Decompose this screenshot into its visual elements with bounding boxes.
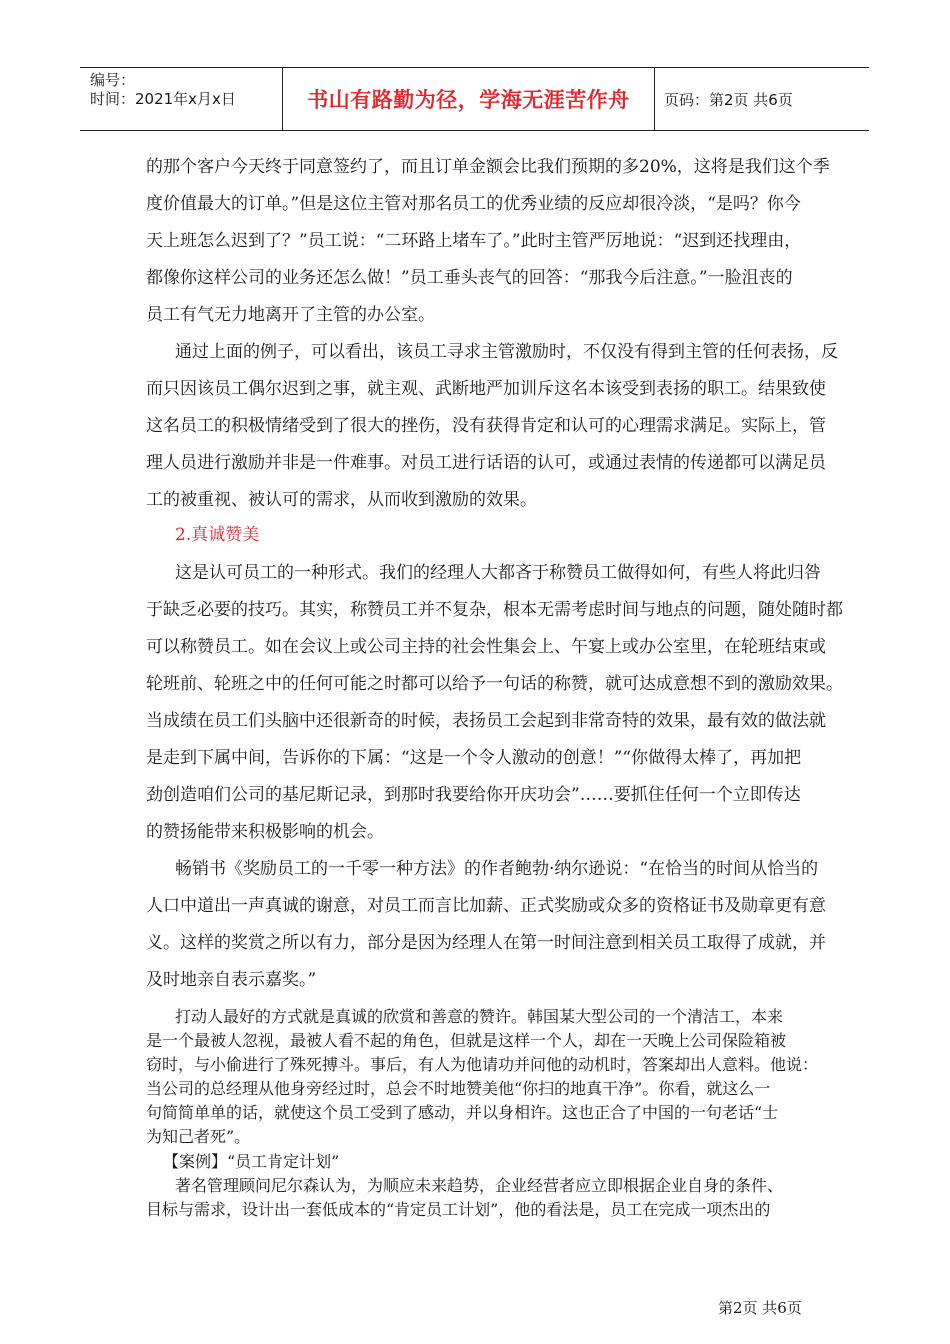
- text-line: 都像你这样公司的业务还怎么做！”员工垂头丧气的回答：“那我今后注意。”一脸沮丧的: [146, 268, 793, 288]
- text-line: 这名员工的积极情绪受到了很大的挫伤，没有获得肯定和认可的心理需求满足。实际上，管: [146, 416, 826, 436]
- text-line: 这是认可员工的一种形式。我们的经理人大都吝于称赞员工做得如何，有些人将此归咎: [175, 563, 821, 583]
- text-line: 的赞扬能带来积极影响的机会。: [146, 822, 384, 842]
- text-line: 句简简单单的话，就使这个员工受到了感动，并以身相许。这也正合了中国的一句老话“士: [146, 1103, 779, 1122]
- case-title: 【案例】“员工肯定计划”: [163, 1152, 340, 1171]
- text-line: 于缺乏必要的技巧。其实，称赞员工并不复杂，根本无需考虑时间与地点的问题，随处随时都: [146, 600, 843, 620]
- text-line: 当成绩在员工们头脑中还很新奇的时候，表扬员工会起到非常奇特的效果，最有效的做法就: [146, 711, 826, 731]
- text-line: 可以称赞员工。如在会议上或公司主持的社会性集会上、午宴上或办公室里，在轮班结束或: [146, 637, 826, 657]
- text-line: 劲创造咱们公司的基尼斯记录，到那时我要给你开庆功会”……要抓住任何一个立即传达: [146, 785, 801, 805]
- doc-number-label: 编号：: [90, 71, 136, 89]
- text-line: 通过上面的例子，可以看出，该员工寻求主管激励时，不仅没有得到主管的任何表扬，反: [175, 342, 838, 362]
- text-line: 工的被重视、被认可的需求，从而收到激励的效果。: [146, 490, 537, 510]
- text-line: 畅销书《奖励员工的一千零一种方法》的作者鲍勃·纳尔逊说：“在恰当的时间从恰当的: [175, 859, 819, 879]
- text-line: 员工有气无力地离开了主管的办公室。: [146, 305, 435, 325]
- text-line: 理人员进行激励并非是一件难事。对员工进行话语的认可，或通过表情的传递都可以满足员: [146, 453, 826, 473]
- header-page-number: 页码：第2页 共6页: [664, 90, 793, 109]
- text-line: 而只因该员工偶尔迟到之事，就主观、武断地严加训斥这名本该受到表扬的职工。结果致使: [146, 379, 826, 399]
- page-footer: 第2页 共6页: [718, 1299, 802, 1317]
- header-motto: 书山有路勤为径，学海无涯苦作舟: [282, 68, 655, 130]
- text-line: 打动人最好的方式就是真诚的欣赏和善意的赞许。韩国某大型公司的一个清洁工，本来: [175, 1007, 784, 1026]
- text-line: 当公司的总经理从他身旁经过时，总会不时地赞美他“你扫的地真干净”。你看，就这么一: [146, 1079, 771, 1098]
- text-line: 是走到下属中间，告诉你的下属：“这是一个令人激动的创意！”“你做得太棒了，再加把: [146, 748, 802, 768]
- text-line: 是一个最被人忽视，最被人看不起的角色，但就是这样一个人，却在一天晚上公司保险箱被: [146, 1031, 787, 1050]
- text-line: 目标与需求，设计出一套低成本的“肯定员工计划”，他的看法是，员工在完成一项杰出的: [146, 1200, 771, 1219]
- text-line: 及时地亲自表示嘉奖。”: [146, 970, 317, 990]
- text-line: 为知己者死”。: [146, 1127, 251, 1146]
- page-header: [80, 67, 869, 131]
- text-line: 天上班怎么迟到了？”员工说：“二环路上堵车了。”此时主管严厉地说：“迟到还找理由，: [146, 231, 802, 251]
- text-line: 度价值最大的订单。”但是这位主管对那名员工的优秀业绩的反应却很冷淡，“是吗？你今: [146, 194, 801, 214]
- text-line: 著名管理顾问尼尔森认为，为顺应未来趋势，企业经营者应立即根据企业自身的条件、: [175, 1176, 784, 1195]
- text-line: 的那个客户今天终于同意签约了，而且订单金额会比我们预期的多20%，这将是我们这个季: [146, 157, 830, 177]
- text-line: 窃时，与小偷进行了殊死搏斗。事后，有人为他请功并问他的动机时，答案却出人意料。他说：: [146, 1055, 819, 1074]
- text-line: 轮班前、轮班之中的任何可能之时都可以给予一句话的称赞，就可达成意想不到的激励效果。: [146, 674, 843, 694]
- text-line: 义。这样的奖赏之所以有力，部分是因为经理人在第一时间注意到相关员工取得了成就，并: [146, 933, 826, 953]
- header-meta: [82, 68, 282, 130]
- text-line: 人口中道出一声真诚的谢意，对员工而言比加薪、正式奖励或众多的资格证书及勋章更有意: [146, 896, 826, 916]
- section-heading: 2.真诚赞美: [175, 525, 260, 545]
- doc-date: 时间：2021年x月x日: [90, 90, 236, 108]
